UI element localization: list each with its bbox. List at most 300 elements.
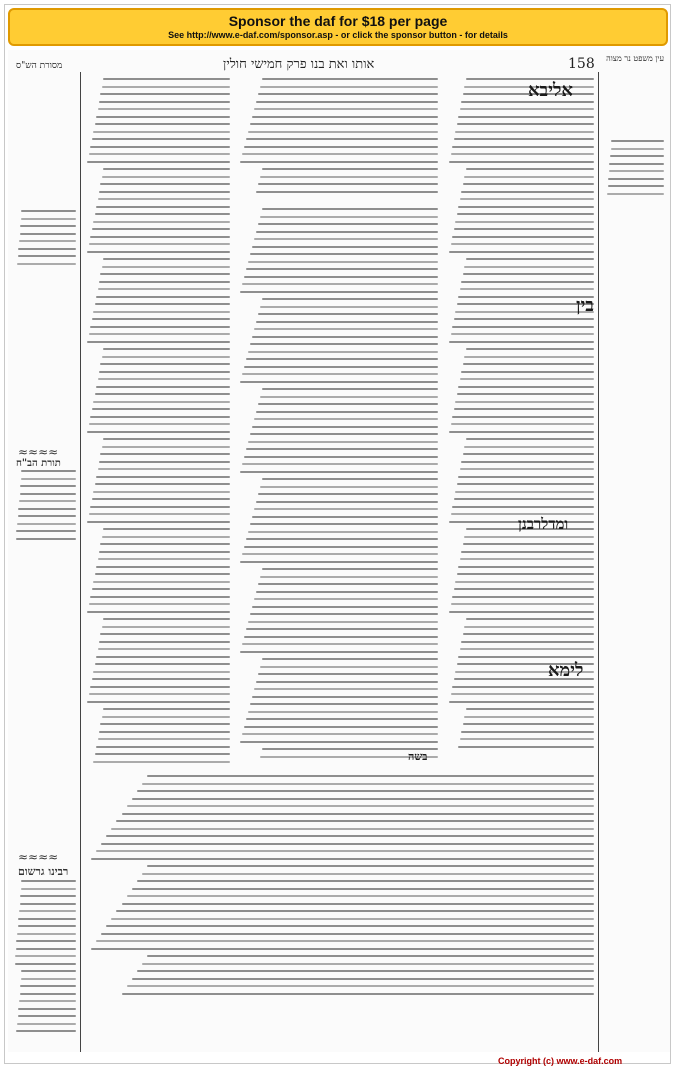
- text-line: [90, 686, 230, 688]
- text-line: [458, 566, 594, 568]
- text-line: [248, 711, 438, 713]
- text-line: [18, 515, 76, 517]
- text-line: [96, 940, 594, 942]
- text-line: [458, 296, 594, 298]
- text-line: [93, 581, 230, 583]
- text-line: [103, 618, 230, 620]
- text-line: [240, 471, 438, 473]
- text-line: [609, 170, 664, 172]
- text-line: [454, 138, 594, 140]
- text-line: [17, 523, 76, 525]
- text-line: [147, 865, 594, 867]
- text-line: [463, 453, 594, 455]
- text-line: [260, 306, 438, 308]
- text-line: [16, 940, 76, 942]
- text-line: [96, 566, 230, 568]
- text-line: [458, 116, 594, 118]
- text-line: [451, 693, 594, 695]
- text-line: [95, 393, 230, 395]
- text-line: [100, 723, 230, 725]
- text-line: [122, 903, 594, 905]
- text-line: [457, 393, 594, 395]
- text-line: [99, 281, 230, 283]
- text-line: [102, 356, 230, 358]
- text-line: [258, 183, 438, 185]
- text-line: [19, 500, 76, 502]
- text-line: [21, 210, 76, 212]
- text-line: [116, 910, 594, 912]
- text-line: [262, 78, 438, 80]
- text-line: [248, 131, 438, 133]
- text-line: [99, 191, 230, 193]
- sponsor-subtitle[interactable]: See http://www.e-daf.com/sponsor.asp - or click the sponsor button - for details: [168, 30, 508, 40]
- text-line: [451, 243, 594, 245]
- text-line: [455, 491, 594, 493]
- text-line: [18, 918, 76, 920]
- text-line: [87, 341, 230, 343]
- text-line: [103, 528, 230, 530]
- text-line: [103, 168, 230, 170]
- text-line: [95, 123, 230, 125]
- text-line: [92, 318, 230, 320]
- text-line: [89, 423, 230, 425]
- text-line: [260, 396, 438, 398]
- text-line: [607, 193, 664, 195]
- text-line: [454, 408, 594, 410]
- text-line: [21, 888, 76, 890]
- text-line: [256, 191, 438, 193]
- text-line: [457, 483, 594, 485]
- text-line: [102, 266, 230, 268]
- text-line: [95, 213, 230, 215]
- text-line: [461, 281, 594, 283]
- text-line: [17, 263, 76, 265]
- lead-word-leima: לימא: [548, 660, 584, 681]
- text-line: [102, 716, 230, 718]
- text-line: [19, 240, 76, 242]
- text-line: [244, 276, 438, 278]
- text-line: [21, 970, 76, 972]
- text-line: [608, 178, 664, 180]
- text-line: [246, 268, 438, 270]
- text-line: [248, 441, 438, 443]
- text-line: [18, 1015, 76, 1017]
- text-line: [256, 411, 438, 413]
- text-line: [111, 828, 594, 830]
- text-line: [460, 108, 594, 110]
- text-line: [98, 468, 230, 470]
- text-line: [92, 588, 230, 590]
- text-line: [89, 243, 230, 245]
- text-line: [457, 303, 594, 305]
- text-line: [248, 261, 438, 263]
- text-line: [262, 388, 438, 390]
- text-line: [142, 963, 594, 965]
- text-line: [248, 621, 438, 623]
- text-line: [96, 206, 230, 208]
- text-line: [89, 333, 230, 335]
- text-line: [89, 513, 230, 515]
- text-line: [137, 790, 594, 792]
- text-line: [127, 895, 594, 897]
- text-line: [242, 153, 438, 155]
- text-line: [454, 498, 594, 500]
- text-line: [18, 1008, 76, 1010]
- text-line: [262, 568, 438, 570]
- text-line: [91, 948, 594, 950]
- text-line: [20, 493, 76, 495]
- text-line: [87, 701, 230, 703]
- text-line: [464, 266, 594, 268]
- text-line: [256, 591, 438, 593]
- text-line: [93, 401, 230, 403]
- text-line: [98, 288, 230, 290]
- text-line: [106, 925, 594, 927]
- text-line: [246, 628, 438, 630]
- text-line: [89, 693, 230, 695]
- text-line: [132, 798, 594, 800]
- text-line: [99, 731, 230, 733]
- text-line: [455, 311, 594, 313]
- text-line: [258, 493, 438, 495]
- bottom-commentary-block: [86, 775, 594, 1005]
- text-line: [96, 656, 230, 658]
- text-line: [256, 101, 438, 103]
- text-line: [106, 835, 594, 837]
- text-line: [16, 538, 76, 540]
- text-line: [19, 1000, 76, 1002]
- text-line: [452, 506, 594, 508]
- text-line: [242, 733, 438, 735]
- text-line: [461, 731, 594, 733]
- text-line: [98, 378, 230, 380]
- text-line: [246, 718, 438, 720]
- text-line: [87, 611, 230, 613]
- text-line: [466, 348, 594, 350]
- text-line: [455, 401, 594, 403]
- text-line: [102, 536, 230, 538]
- text-line: [100, 453, 230, 455]
- text-line: [96, 476, 230, 478]
- text-line: [458, 206, 594, 208]
- text-line: [460, 468, 594, 470]
- text-line: [90, 146, 230, 148]
- text-line: [111, 918, 594, 920]
- text-line: [256, 501, 438, 503]
- text-line: [21, 470, 76, 472]
- text-line: [250, 433, 438, 435]
- text-line: [132, 978, 594, 980]
- text-line: [95, 753, 230, 755]
- text-line: [20, 233, 76, 235]
- text-line: [260, 216, 438, 218]
- text-line: [16, 1030, 76, 1032]
- text-line: [87, 161, 230, 163]
- gershom-label: רבינו גרשום: [18, 865, 69, 878]
- text-line: [460, 648, 594, 650]
- text-line: [463, 543, 594, 545]
- text-line: [260, 666, 438, 668]
- rabbeinu-gershom-column: [14, 880, 76, 1040]
- text-line: [244, 636, 438, 638]
- text-line: [89, 603, 230, 605]
- text-line: [246, 138, 438, 140]
- text-line: [608, 185, 664, 187]
- text-line: [240, 291, 438, 293]
- sponsor-title[interactable]: Sponsor the daf for $18 per page: [228, 13, 448, 29]
- text-line: [262, 208, 438, 210]
- text-line: [464, 626, 594, 628]
- text-line: [246, 358, 438, 360]
- text-line: [244, 456, 438, 458]
- text-line: [101, 933, 594, 935]
- text-line: [20, 895, 76, 897]
- text-line: [458, 746, 594, 748]
- text-line: [137, 970, 594, 972]
- bach-notes: [14, 470, 76, 550]
- text-line: [466, 618, 594, 620]
- text-line: [240, 561, 438, 563]
- text-line: [451, 423, 594, 425]
- text-line: [452, 326, 594, 328]
- text-line: [21, 978, 76, 980]
- text-line: [252, 426, 438, 428]
- text-line: [102, 176, 230, 178]
- text-line: [258, 583, 438, 585]
- text-line: [258, 223, 438, 225]
- text-line: [244, 366, 438, 368]
- text-line: [122, 813, 594, 815]
- text-line: [100, 543, 230, 545]
- text-line: [449, 431, 594, 433]
- text-line: [609, 163, 664, 165]
- text-line: [142, 873, 594, 875]
- text-line: [463, 723, 594, 725]
- text-line: [102, 446, 230, 448]
- text-line: [466, 168, 594, 170]
- text-line: [18, 508, 76, 510]
- text-line: [252, 606, 438, 608]
- text-line: [460, 738, 594, 740]
- text-line: [254, 688, 438, 690]
- text-line: [250, 253, 438, 255]
- text-line: [254, 238, 438, 240]
- text-line: [449, 701, 594, 703]
- text-line: [100, 363, 230, 365]
- text-line: [452, 686, 594, 688]
- text-line: [461, 191, 594, 193]
- text-line: [258, 403, 438, 405]
- text-line: [96, 850, 594, 852]
- text-line: [256, 321, 438, 323]
- text-line: [89, 153, 230, 155]
- text-line: [142, 783, 594, 785]
- text-line: [449, 161, 594, 163]
- text-line: [15, 955, 76, 957]
- text-line: [90, 236, 230, 238]
- text-line: [96, 386, 230, 388]
- text-line: [455, 131, 594, 133]
- text-line: [452, 596, 594, 598]
- text-line: [95, 663, 230, 665]
- text-line: [16, 530, 76, 532]
- text-line: [464, 446, 594, 448]
- text-line: [101, 843, 594, 845]
- text-line: [240, 741, 438, 743]
- talmud-page-scan: [8, 50, 670, 1052]
- page-number: 158: [568, 56, 595, 72]
- text-line: [248, 351, 438, 353]
- text-line: [452, 146, 594, 148]
- text-line: [460, 558, 594, 560]
- text-line: [250, 613, 438, 615]
- text-line: [103, 78, 230, 80]
- text-line: [260, 576, 438, 578]
- text-line: [240, 381, 438, 383]
- text-line: [611, 140, 664, 142]
- text-line: [463, 363, 594, 365]
- text-line: [21, 880, 76, 882]
- text-line: [92, 138, 230, 140]
- text-line: [20, 225, 76, 227]
- text-line: [147, 955, 594, 957]
- text-line: [90, 596, 230, 598]
- text-line: [244, 546, 438, 548]
- text-line: [449, 611, 594, 613]
- text-line: [466, 438, 594, 440]
- text-line: [18, 248, 76, 250]
- text-line: [103, 438, 230, 440]
- sponsor-banner[interactable]: [8, 8, 668, 46]
- text-line: [258, 313, 438, 315]
- text-line: [254, 418, 438, 420]
- text-line: [19, 910, 76, 912]
- text-line: [464, 536, 594, 538]
- text-line: [252, 516, 438, 518]
- text-line: [464, 716, 594, 718]
- text-line: [99, 551, 230, 553]
- text-line: [15, 963, 76, 965]
- text-line: [252, 116, 438, 118]
- left-margin-divider: [80, 72, 81, 1052]
- text-line: [252, 246, 438, 248]
- text-line: [262, 478, 438, 480]
- text-line: [457, 213, 594, 215]
- text-line: [452, 236, 594, 238]
- text-line: [95, 303, 230, 305]
- text-line: [461, 641, 594, 643]
- text-line: [102, 626, 230, 628]
- text-line: [95, 573, 230, 575]
- text-line: [466, 708, 594, 710]
- right-margin-divider: [598, 72, 599, 1052]
- text-line: [99, 101, 230, 103]
- text-line: [100, 183, 230, 185]
- text-line: [246, 538, 438, 540]
- text-line: [93, 491, 230, 493]
- text-line: [449, 251, 594, 253]
- text-line: [99, 461, 230, 463]
- lead-word-umidrabanan: ומדלרבנן: [518, 515, 569, 533]
- text-line: [256, 231, 438, 233]
- tosafot-column: [86, 78, 230, 768]
- text-line: [611, 148, 664, 150]
- text-line: [240, 161, 438, 163]
- text-line: [103, 348, 230, 350]
- text-line: [258, 673, 438, 675]
- text-line: [458, 656, 594, 658]
- margin-header-right: עין משפט נר מצוה: [606, 54, 664, 63]
- text-line: [102, 86, 230, 88]
- text-line: [242, 643, 438, 645]
- text-line: [242, 463, 438, 465]
- text-line: [98, 738, 230, 740]
- margin-header-left: מסורת הש"ס: [16, 61, 63, 71]
- text-line: [455, 221, 594, 223]
- text-line: [242, 373, 438, 375]
- text-line: [252, 336, 438, 338]
- text-line: [258, 93, 438, 95]
- text-line: [252, 696, 438, 698]
- text-line: [98, 108, 230, 110]
- ein-mishpat-notes: [604, 140, 664, 200]
- text-line: [463, 183, 594, 185]
- text-line: [250, 523, 438, 525]
- text-line: [16, 948, 76, 950]
- text-line: [21, 478, 76, 480]
- text-line: [20, 993, 76, 995]
- text-line: [454, 318, 594, 320]
- text-line: [103, 258, 230, 260]
- text-line: [90, 506, 230, 508]
- text-line: [90, 416, 230, 418]
- text-line: [244, 726, 438, 728]
- text-line: [457, 123, 594, 125]
- text-line: [92, 678, 230, 680]
- text-line: [87, 521, 230, 523]
- text-line: [458, 476, 594, 478]
- text-line: [461, 461, 594, 463]
- text-line: [449, 341, 594, 343]
- gemara-main-column: [238, 208, 438, 768]
- text-line: [461, 551, 594, 553]
- text-line: [250, 343, 438, 345]
- gemara-top-block: [238, 78, 438, 202]
- text-line: [90, 326, 230, 328]
- text-line: [98, 648, 230, 650]
- text-line: [93, 221, 230, 223]
- text-line: [464, 176, 594, 178]
- text-line: [100, 633, 230, 635]
- text-line: [451, 333, 594, 335]
- text-line: [452, 416, 594, 418]
- text-line: [127, 985, 594, 987]
- text-line: [20, 485, 76, 487]
- text-line: [250, 703, 438, 705]
- copyright-notice[interactable]: Copyright (c) www.e-daf.com: [498, 1056, 623, 1066]
- text-line: [254, 508, 438, 510]
- text-line: [96, 116, 230, 118]
- text-line: [256, 681, 438, 683]
- ornament-divider-1: ≈≈≈≈: [18, 445, 59, 459]
- text-line: [137, 880, 594, 882]
- text-line: [132, 888, 594, 890]
- text-line: [463, 273, 594, 275]
- text-line: [244, 146, 438, 148]
- text-line: [246, 448, 438, 450]
- text-line: [21, 218, 76, 220]
- text-line: [454, 228, 594, 230]
